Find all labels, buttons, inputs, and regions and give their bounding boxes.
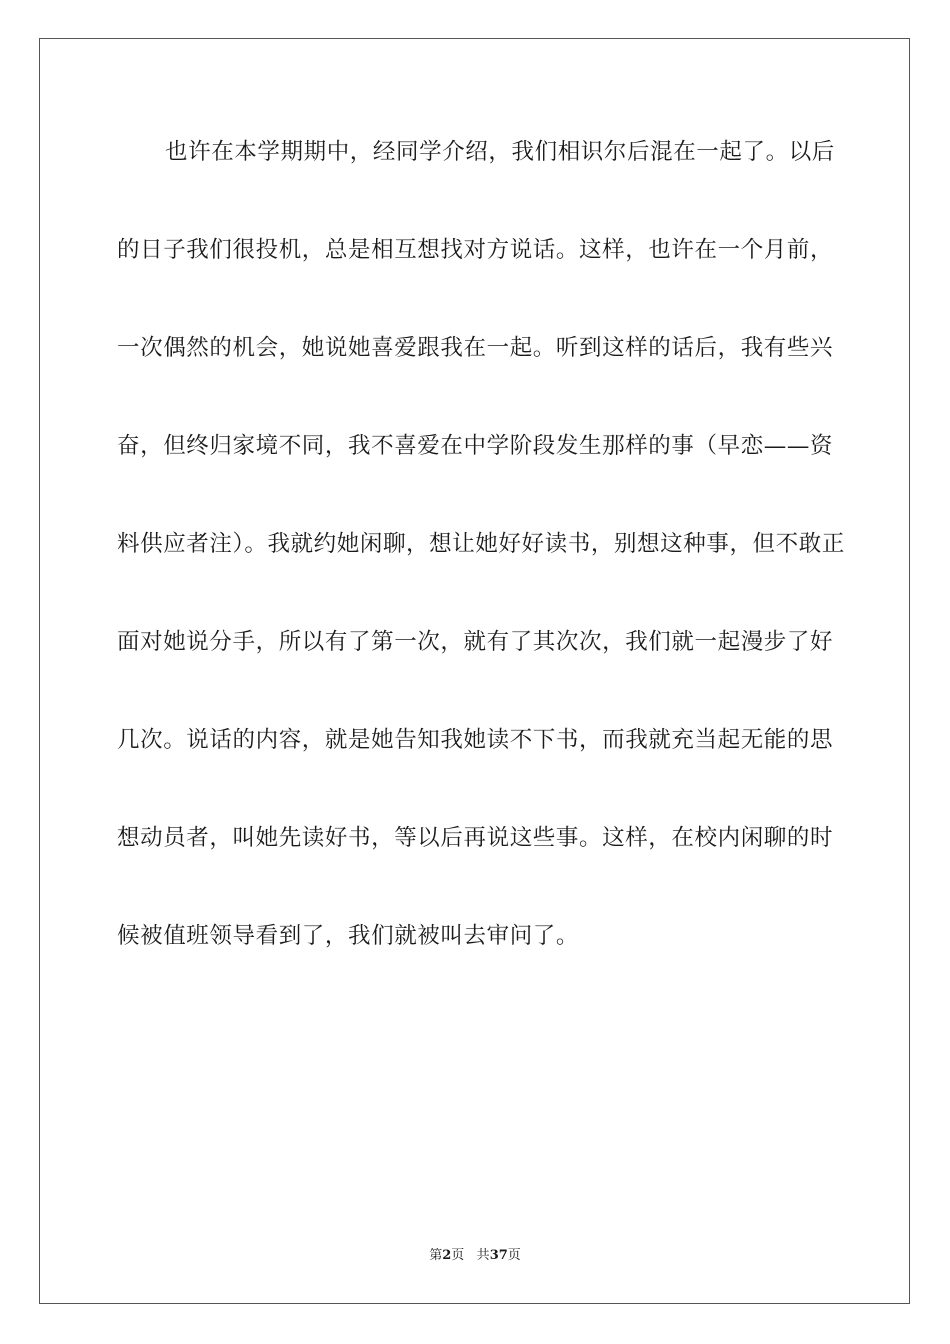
- paragraph-line: 料供应者注）。我就约她闲聊，想让她好好读书，别想这种事，但不敢正: [117, 531, 845, 557]
- page-number: 2: [442, 1248, 452, 1263]
- total-label-suffix: 页: [507, 1248, 521, 1263]
- page-footer: [0, 1247, 950, 1265]
- page-label-suffix: 页: [451, 1248, 465, 1263]
- paragraph-line: 奋，但终归家境不同，我不喜爱在中学阶段发生那样的事（早恋——资: [117, 433, 834, 459]
- total-label-prefix: 共: [476, 1248, 490, 1263]
- paragraph-line: 也许在本学期期中，经同学介绍，我们相识尔后混在一起了。以后: [165, 139, 835, 165]
- paragraph-line: 面对她说分手，所以有了第一次，就有了其次次，我们就一起漫步了好: [117, 629, 834, 655]
- total-pages: 37: [489, 1248, 508, 1263]
- paragraph-line: 一次偶然的机会，她说她喜爱跟我在一起。听到这样的话后，我有些兴: [117, 335, 834, 361]
- paragraph-line: 候被值班领导看到了，我们就被叫去审问了。: [117, 923, 580, 949]
- paragraph-line: 几次。说话的内容，就是她告知我她读不下书，而我就充当起无能的思: [117, 727, 834, 753]
- paragraph-line: 想动员者，叫她先读好书，等以后再说这些事。这样，在校内闲聊的时: [117, 825, 834, 851]
- page-frame: [39, 38, 910, 1304]
- page-label-prefix: 第: [429, 1248, 443, 1263]
- paragraph-line: 的日子我们很投机，总是相互想找对方说话。这样，也许在一个月前，: [117, 237, 834, 263]
